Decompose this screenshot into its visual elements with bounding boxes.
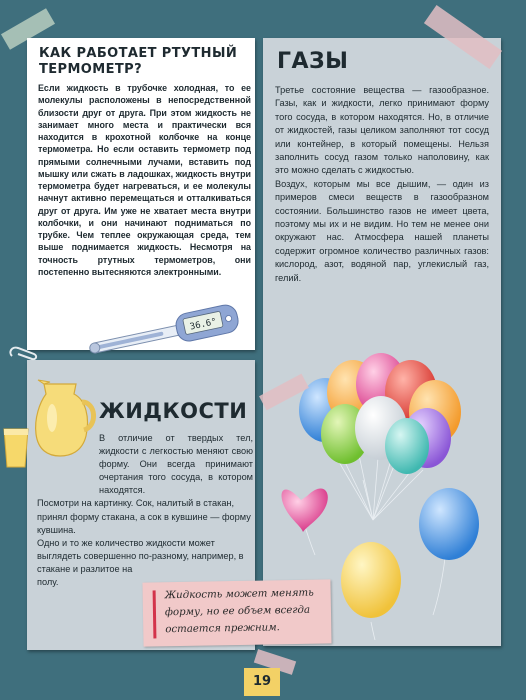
liquids-heading: ЖИДКОСТИ <box>99 399 248 423</box>
paper-clip-icon <box>8 338 40 362</box>
liquids-paragraph-end: стакане и разлитое на полу. <box>37 563 133 588</box>
juice-glass-icon <box>0 425 32 471</box>
gases-heading: ГАЗЫ <box>277 49 349 74</box>
note-margin-line <box>153 590 157 638</box>
liquids-paragraph: В отличие от твердых тел, жидкости с легкостью меняют свою форму. Они всегда принимают очертания того сосуда, в котором находятся. <box>99 433 253 496</box>
gases-text <box>275 84 489 285</box>
liquids-paragraph: Одно и то же количество жидкости может выглядеть совершенно по-разному, например, в <box>37 537 244 561</box>
thermometer-box-title: КАК РАБОТАЕТ РТУТНЫЙ ТЕРМОМЕТР? <box>39 46 238 77</box>
gases-paragraph: Третье состояние вещества — газообразное. Газы, как и жидкости, легко принимают форму того сосуда, в котором находятся. Но, в отличие от жидкостей, газы целиком заполняют тот сосуд или контейнер, в который помещены. Нельзя заполнить сосуд газом только наполовину, как это можно сделать с жидкостью. <box>275 85 489 176</box>
liquids-paragraph: Посмотри на картинку. Сок, налитый в стакан, принял форму стакана, а сок в кувшине — форму кувшина. <box>37 498 251 535</box>
juice-jug-icon <box>30 378 100 458</box>
note-text: Жидкость может менять форму, но ее объем всегда остается прежним. <box>164 587 314 636</box>
page-number-tab <box>244 668 280 696</box>
sticky-note <box>142 579 331 646</box>
thermometer-info-box <box>27 38 255 350</box>
thermometer-illustration <box>85 302 245 362</box>
page-number: 19 <box>252 674 272 689</box>
thermometer-readout: 36.6° <box>189 317 218 333</box>
thermometer-box-text: Если жидкость в трубочке холодная, то ее молекулы расположены в непосредственной близости друг от друга. При этом жидкость не занимает много места и практически вся находится в крохотной колбочке на конце термометра. Но если оставить термометр под прямыми солнечными лучами, вставить под мышку или сжать в ладошках, жидкость внутри термометра будет нагреваться, и ее молекулы начнут активно перемещаться и отталкиваться друг от друга. Им уже не хватает места внутри колбочки, и они начинают подниматься по трубке. Чем теплее окружающая среда, тем выше поднимается жидкость. Несмотря на точность ртутных термометров, они постепенно вытесняются электронными. <box>38 83 251 277</box>
gases-paragraph: Воздух, которым мы все дышим, — один из примеров смеси веществ в газообразном состоянии. Большинство газов не имеет цвета, поэтому мы их и не видим. Но тем не менее они окружают нас. Атмосфера нашей планеты содержит огромное количество различных газов: кислород, азот, водяной пар, углекислый газ, гелий. <box>275 178 489 283</box>
